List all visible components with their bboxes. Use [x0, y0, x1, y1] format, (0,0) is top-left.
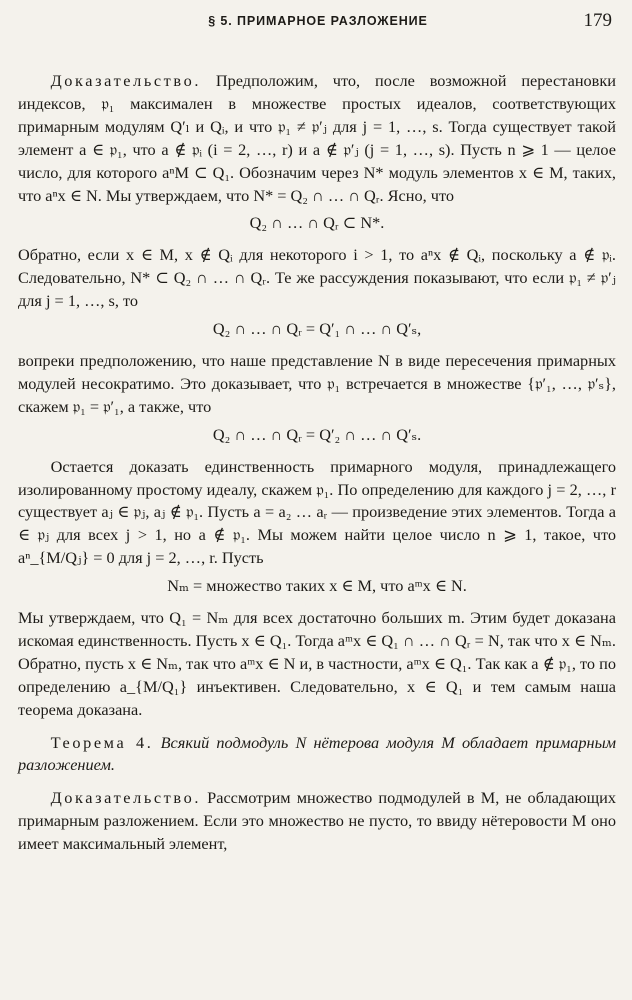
proof-text: Предположим, что, после возможной перестановки индексов, 𝔭₁ максимален в множестве простых идеалов, соответствующих примарным модулям Q′ₗ и Qᵢ, и что 𝔭₁ ≠ 𝔭′ⱼ для j = 1, …, s. Тогда существует такой элемент a ∈ 𝔭₁, что a ∉ 𝔭ᵢ (i = 2, …, r) и a ∉ 𝔭′ⱼ (j = 1, …, s). Пусть n ⩾ 1 — целое число, для которого aⁿM ⊂ Q₁. Обозначим через N* модуль элементов x ∈ M, таких, что aⁿx ∈ N. Мы утверждаем, что N* = Q₂ ∩ … ∩ Qᵣ. Ясно, что — [18, 71, 616, 205]
proof-paragraph-2 — [18, 787, 616, 856]
formula-3: Q₂ ∩ … ∩ Qᵣ = Q′₂ ∩ … ∩ Q′ₛ. — [212, 424, 422, 444]
paragraph-2: Обратно, если x ∈ M, x ∉ Qᵢ для некоторого i > 1, то aⁿx ∉ Qᵢ, поскольку a ∉ 𝔭ᵢ. Следовательно, N* ⊂ Q₂ ∩ … ∩ Qᵣ. Те же рассуждения показывают, что если 𝔭₁ ≠ 𝔭′ⱼ для j = 1, …, s, то — [18, 245, 616, 311]
section-title: § 5. ПРИМАРНОЕ РАЗЛОЖЕНИЕ — [208, 14, 428, 28]
paragraph-3: вопреки предположению, что наше представление N в виде пересечения примарных модулей несократимо. Это доказывает, что 𝔭₁ встречается в множестве {𝔭′₁, …, 𝔭′ₛ}, скажем 𝔭₁ = 𝔭′₁, а также, что — [18, 350, 616, 416]
theorem-paragraph — [18, 732, 616, 778]
theorem-label: Теорема 4. — [50, 732, 154, 752]
formula-4: Nₘ = множество таких x ∈ M, что aᵐx ∈ N. — [167, 576, 467, 596]
paragraph-4: Остается доказать единственность примарного модуля, принадлежащего изолированному простому идеалу, скажем 𝔭₁. По определению для каждого j = 2, …, r существует aⱼ ∈ 𝔭ⱼ, aⱼ ∉ 𝔭₁. Пусть a = a₂ … aᵣ — произведение этих элементов. Тогда a ∈ 𝔭ⱼ для всех j > 1, но a ∉ 𝔭₁. Мы можем найти целое число n ⩾ 1, такое, что aⁿ_{M/Qⱼ} = 0 для j = 2, …, r. Пусть — [18, 456, 616, 568]
paragraph-5: Мы утверждаем, что Q₁ = Nₘ для всех достаточно больших m. Этим будет доказана искомая единственность. Пусть x ∈ Q₁. Тогда aᵐx ∈ Q₁ ∩ … ∩ Qᵣ = N, так что x ∈ Nₘ. Обратно, пусть x ∈ Nₘ, так что aᵐx ∈ N и, в частности, aᵐx ∈ Q₁. Так как a ∉ 𝔭₁, то по определению a_{M/Q₁} инъективен. Следовательно, x ∈ Q₁ и тем самым наша теорема доказана. — [18, 608, 616, 719]
proof-label: Доказательство. — [50, 71, 201, 90]
formula-2: Q₂ ∩ … ∩ Qᵣ = Q′₁ ∩ … ∩ Q′ₛ, — [212, 319, 422, 339]
page-number: 179 — [583, 10, 612, 31]
running-header — [18, 10, 618, 44]
proof-text-2: Рассмотрим множество подмодулей в M, не обладающих примарным разложением. Если это множество не пусто, то ввиду нётеровости M оно имеет максимальный элемент, — [18, 788, 616, 854]
page-body — [18, 70, 616, 856]
proof-paragraph-1 — [18, 70, 616, 207]
theorem-text: Всякий подмодуль N нётерова модуля M обладает примарным разложением. — [18, 732, 616, 775]
formula-1: Q₂ ∩ … ∩ Qᵣ ⊂ N*. — [249, 213, 385, 233]
proof-label-2: Доказательство. — [50, 788, 201, 808]
